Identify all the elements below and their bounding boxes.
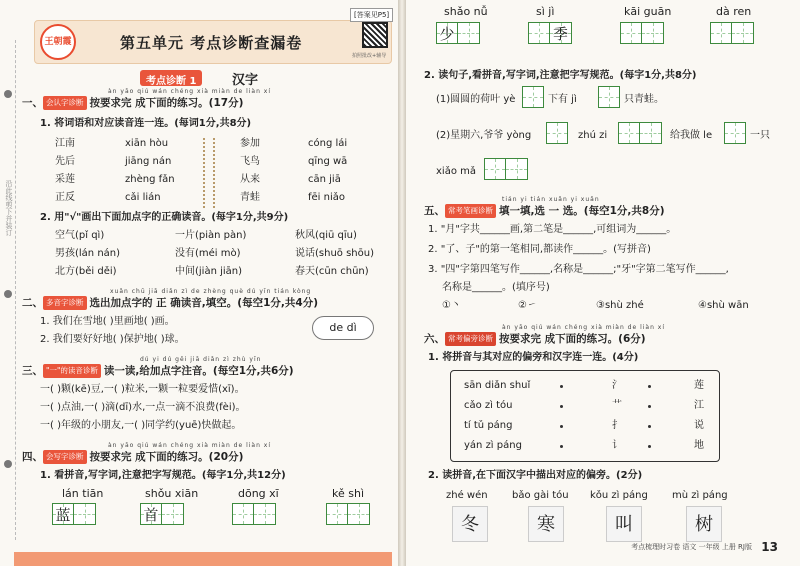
right-pinyin: fēi niǎo [308, 192, 345, 203]
page-number: 13 [761, 540, 778, 554]
radical: 扌 [612, 420, 622, 431]
match-dot[interactable] [560, 405, 563, 408]
q6-pinyin: àn yāo qiú wán chéng xià miàn de liàn xí [502, 324, 666, 331]
q5-line1[interactable]: 1. "月"字共______画,第二笔是______,可组词为______。 [428, 224, 677, 235]
item-pinyin: lán tiān [62, 487, 104, 500]
writing-grid[interactable] [232, 503, 276, 525]
q1-heading [22, 96, 243, 110]
left-pinyin: jiāng nán [125, 156, 172, 167]
sentence-task: 2. 读句子,看拼音,写字词,注意把字写规范。(每字1分,共8分) [424, 70, 697, 81]
left-word: 江南 [55, 138, 75, 149]
radical: 艹 [612, 400, 622, 411]
prefilled-char: 少 [439, 25, 455, 43]
reading-choice[interactable]: 中间(jiàn jiān) [175, 266, 243, 277]
writing-grid[interactable] [546, 122, 568, 144]
reading-choice[interactable]: 男孩(lán nán) [55, 248, 121, 259]
trace-pinyin: zhé wén [446, 490, 488, 501]
sentence-1b: 下有 jì [548, 94, 577, 105]
q2-badge: 多音字诊断 [43, 296, 87, 310]
q5-number: 五、 [424, 205, 445, 217]
q4-sub1: 1. 看拼音,写字词,注意把字写规范。(每字1分,共12分) [40, 470, 286, 481]
match-char: 江 [694, 400, 704, 411]
match-dot[interactable] [560, 385, 563, 388]
q3-badge: "一"的读音诊断 [43, 364, 101, 378]
radical-pinyin: sān diǎn shuǐ [464, 380, 531, 391]
q3-title: 读一读,给加点字注音。(每空1分,共6分) [103, 365, 294, 377]
footer-text: 考点梳理时习卷 语文 一年级 上册 RJ版 [631, 543, 752, 551]
item-pinyin: dà ren [716, 5, 752, 18]
bottom-decoration [14, 552, 392, 566]
trace-char[interactable]: 叫 [606, 506, 642, 542]
q5-heading [424, 204, 665, 218]
prefilled-char: 季 [552, 25, 568, 43]
q4-badge: 会写字诊断 [43, 450, 87, 464]
q4-heading [22, 450, 243, 464]
writing-grid[interactable] [618, 122, 662, 144]
prefilled-char: 首 [143, 506, 159, 524]
stroke-option[interactable]: ①丶 [442, 300, 461, 311]
answer-reference: [答案见P5] [350, 8, 393, 22]
binding-hole [4, 460, 12, 468]
writing-grid[interactable] [140, 503, 184, 525]
q1-pinyin: àn yāo qiú wán chéng xià miàn de liàn xí [108, 88, 272, 95]
writing-cell[interactable] [710, 22, 732, 44]
section-badge: 考点诊断 1 [140, 70, 202, 86]
radical: 讠 [612, 440, 622, 451]
writing-cell[interactable] [598, 86, 620, 108]
writing-cell[interactable] [232, 503, 254, 525]
sentence-2b: zhú zi [578, 130, 608, 141]
writing-grid[interactable] [710, 22, 754, 44]
right-pinyin: cān jiā [308, 174, 341, 185]
left-page [0, 0, 398, 566]
right-word: 飞鸟 [240, 156, 260, 167]
q5-line3[interactable]: 3. "四"字第四笔写作______,名称是______;"牙"字第二笔写作______, [428, 264, 729, 275]
sentence-1a: (1)圆圆的荷叶 yè [436, 94, 516, 105]
trace-char[interactable]: 冬 [452, 506, 488, 542]
writing-cell[interactable] [484, 158, 506, 180]
prefilled-char: 蓝 [55, 506, 71, 524]
writing-cell[interactable] [724, 122, 746, 144]
writing-grid[interactable] [326, 503, 370, 525]
qr-code-icon[interactable] [362, 22, 388, 48]
reading-choice[interactable]: 秋风(qiū qīu) [295, 230, 357, 241]
writing-cell[interactable] [348, 503, 370, 525]
writing-cell[interactable] [528, 22, 550, 44]
binding-hole [4, 90, 12, 98]
q1-badge: 会认字诊断 [43, 96, 87, 110]
q6-heading [424, 332, 646, 346]
left-pinyin: cǎi lián [125, 192, 161, 203]
left-word: 先后 [55, 156, 75, 167]
trace-pinyin: kǒu zì páng [590, 490, 648, 501]
writing-cell[interactable] [506, 158, 528, 180]
match-dot[interactable] [648, 385, 651, 388]
writing-cell[interactable] [162, 503, 184, 525]
q6-sub2: 2. 读拼音,在下面汉字中描出对应的偏旁。(2分) [428, 470, 643, 481]
right-word: 从来 [240, 174, 260, 185]
page-title: 第五单元 考点诊断查漏卷 [120, 34, 303, 52]
sentence-2c: 给我做 le [670, 130, 713, 141]
writing-grid[interactable] [620, 22, 664, 44]
q5-line2[interactable]: 2. "了、子"的第一笔相同,都读作______。(写拼音) [428, 244, 651, 255]
match-char: 说 [694, 420, 704, 431]
match-dot[interactable] [648, 445, 651, 448]
q6-badge: 常考偏旁诊断 [445, 332, 496, 346]
q1-sub2: 2. 用"√"画出下面加点字的正确读音。(每字1分,共9分) [40, 212, 289, 223]
book-gutter [398, 0, 406, 566]
writing-cell[interactable] [326, 503, 348, 525]
writing-cell[interactable] [618, 122, 640, 144]
q2-number: 二、 [22, 297, 43, 309]
q3-heading [22, 364, 294, 378]
reading-choice[interactable]: 春天(cūn chūn) [295, 266, 369, 277]
right-pinyin: cóng lái [308, 138, 348, 149]
right-pinyin: qīng wā [308, 156, 348, 167]
radical-pinyin: yán zì páng [464, 440, 522, 451]
q2-line2[interactable]: 2. 我们要好好地( )保护地( )球。 [40, 334, 185, 345]
left-word: 正反 [55, 192, 75, 203]
q6-sub1: 1. 将拼音与其对应的偏旁和汉字连一连。(4分) [428, 352, 639, 363]
q2-line1[interactable]: 1. 我们在雪地( )里画地( )画。 [40, 316, 175, 327]
writing-cell[interactable] [436, 22, 458, 44]
q4-title: 按要求完 成下面的练习。(20分) [89, 451, 244, 463]
writing-cell[interactable] [640, 122, 662, 144]
q4-number: 四、 [22, 451, 43, 463]
writing-cell[interactable] [254, 503, 276, 525]
writing-cell[interactable] [74, 503, 96, 525]
writing-cell[interactable] [550, 22, 572, 44]
q3-line1[interactable]: 一( )颗(kē)豆,一( )粒米,一颗一粒要爱惜(xī)。 [40, 384, 245, 395]
left-word: 采莲 [55, 174, 75, 185]
right-word: 参加 [240, 138, 260, 149]
item-pinyin: kāi guān [624, 5, 672, 18]
q5-title: 填一填,选 一 选。(每空1分,共8分) [499, 205, 665, 217]
item-pinyin: sì jì [536, 5, 555, 18]
q3-line2[interactable]: 一( )点油,一( )滴(dī)水,一点一滴不浪费(fèi)。 [40, 402, 246, 413]
reading-choice[interactable]: 空气(pǐ qì) [55, 230, 105, 241]
match-char: 地 [694, 440, 704, 451]
stroke-option[interactable]: ③shù zhé [596, 300, 644, 311]
writing-cell[interactable] [522, 86, 544, 108]
match-char: 莲 [694, 380, 704, 391]
radical-pinyin: cǎo zì tóu [464, 400, 513, 411]
q6-number: 六、 [424, 333, 445, 345]
writing-cell[interactable] [52, 503, 74, 525]
q2-heading [22, 296, 318, 310]
writing-cell[interactable] [642, 22, 664, 44]
sentence-2d: 一只 [750, 130, 770, 141]
binding-hole [4, 290, 12, 298]
qr-caption: 拍照批改+辅导 [352, 53, 387, 59]
writing-cell[interactable] [620, 22, 642, 44]
match-dot[interactable] [648, 425, 651, 428]
q5-badge: 常考笔画诊断 [445, 204, 496, 218]
item-pinyin: shǒu xiān [145, 487, 199, 500]
writing-grid[interactable] [724, 122, 746, 144]
reading-choice[interactable]: 一片(piàn pàn) [175, 230, 247, 241]
trace-char[interactable]: 树 [686, 506, 722, 542]
q1-title: 按要求完 成下面的练习。(17分) [89, 97, 244, 109]
q1-sub1: 1. 将词语和对应读音连一连。(每词1分,共8分) [40, 118, 252, 129]
answer-options-bubble: de dì [312, 316, 374, 340]
left-pinyin: zhèng fǎn [125, 174, 175, 185]
binding-margin: 沿此线剪下并装订 [0, 40, 16, 540]
trace-pinyin: mù zì páng [672, 490, 728, 501]
trace-pinyin: bǎo gài tóu [512, 490, 569, 501]
divider-wavy [203, 138, 215, 208]
stroke-option[interactable]: ②㇀ [518, 300, 537, 311]
writing-grid[interactable] [52, 503, 96, 525]
writing-cell[interactable] [732, 22, 754, 44]
reading-choice[interactable]: 北方(běi děi) [55, 266, 117, 277]
radical-pinyin: tí tǔ páng [464, 420, 513, 431]
q2-title: 选出加点字的 正 确读音,填空。(每空1分,共4分) [89, 297, 318, 309]
match-dot[interactable] [648, 405, 651, 408]
match-dot[interactable] [560, 445, 563, 448]
q1-number: 一、 [22, 97, 43, 109]
q6-title: 按要求完 成下面的练习。(6分) [499, 333, 646, 345]
right-word: 青蛙 [240, 192, 260, 203]
writing-grid[interactable] [522, 86, 544, 108]
q5-pinyin: tián yi tián xuǎn yi xuǎn [502, 196, 600, 203]
match-dot[interactable] [560, 425, 563, 428]
writing-cell[interactable] [458, 22, 480, 44]
item-pinyin: shǎo nǚ [444, 5, 488, 18]
left-pinyin: xiān hòu [125, 138, 169, 149]
writing-grid[interactable] [436, 22, 480, 44]
brand-logo: 王朝霞 [40, 24, 76, 60]
sentence-2e: xiǎo mǎ [436, 166, 476, 177]
reading-choice[interactable]: 说话(shuō shōu) [295, 248, 374, 259]
q3-pinyin: dú yi dú gěi jiā diǎn zì zhù yīn [140, 356, 262, 363]
q2-pinyin: xuǎn chū jiā diǎn zì de zhèng què dú yīn tián kòng [110, 288, 312, 295]
q3-line3[interactable]: 一( )年级的小朋友,一( )同学约(yuē)快做起。 [40, 420, 242, 431]
reading-choice[interactable]: 没有(méi mò) [175, 248, 241, 259]
writing-grid[interactable] [484, 158, 528, 180]
writing-grid[interactable] [528, 22, 572, 44]
item-pinyin: dōng xī [238, 487, 279, 500]
radical: 氵 [612, 380, 622, 391]
sentence-2a: (2)星期六,爷爷 yòng [436, 130, 532, 141]
q4-pinyin: àn yāo qiú wán chéng xià miàn de liàn xí [108, 442, 272, 449]
writing-cell[interactable] [546, 122, 568, 144]
sentence-1c: 只青蛙。 [624, 94, 664, 105]
trace-char[interactable]: 寒 [528, 506, 564, 542]
section-title: 汉字 [232, 73, 259, 88]
item-pinyin: kě shì [332, 487, 365, 500]
q5-line4[interactable]: 名称是______。(填序号) [442, 282, 550, 293]
writing-grid[interactable] [598, 86, 620, 108]
stroke-option[interactable]: ④shù wān [698, 300, 749, 311]
writing-cell[interactable] [140, 503, 162, 525]
q3-number: 三、 [22, 365, 43, 377]
